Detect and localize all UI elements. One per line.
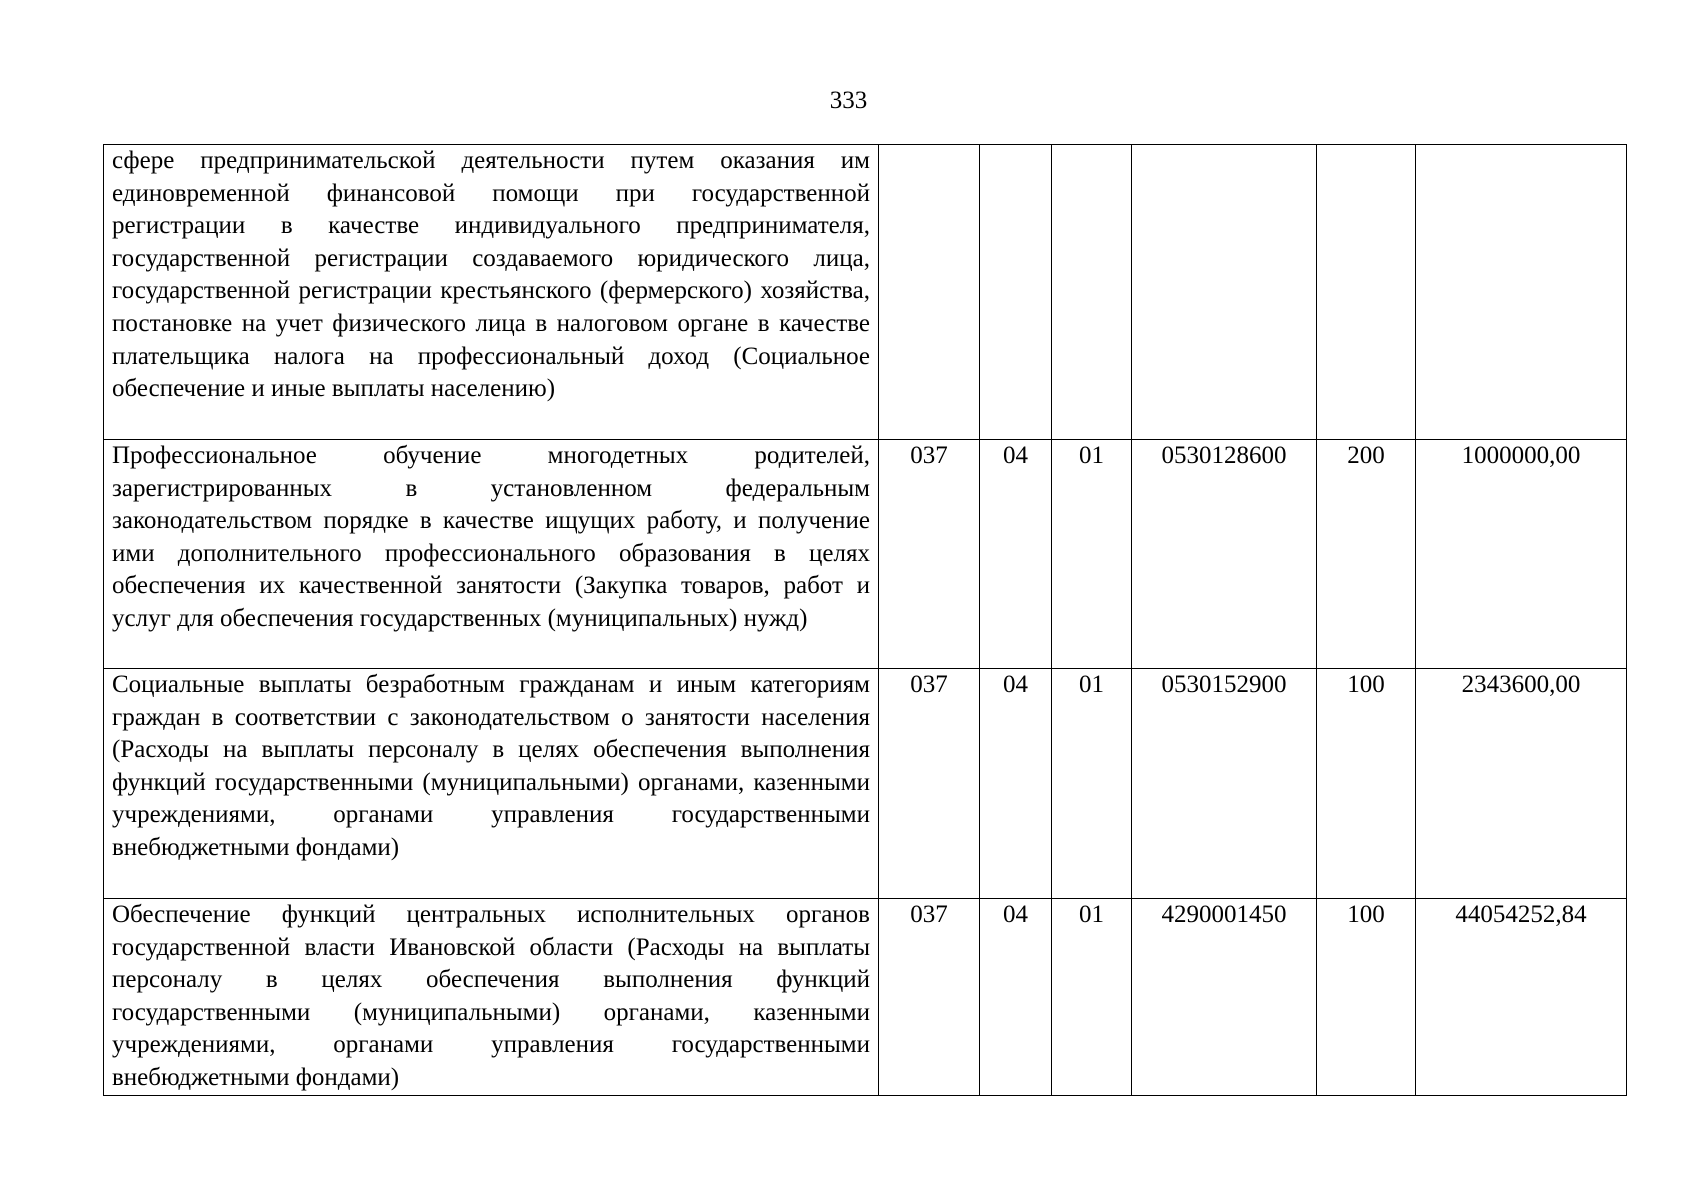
amount-cell: [1416, 145, 1627, 440]
subsection-code-cell: 01: [1052, 669, 1132, 899]
target-article-code-cell: 0530152900: [1132, 669, 1317, 899]
section-code-cell: [980, 145, 1052, 440]
table-row: [104, 899, 1627, 1096]
expense-type-code-cell: 100: [1317, 669, 1416, 899]
table-row: [104, 669, 1627, 899]
ministry-code-cell: 037: [879, 669, 980, 899]
subsection-code-cell: 01: [1052, 440, 1132, 669]
subsection-code-cell: 01: [1052, 899, 1132, 1096]
row-description: сфере предпринимательской деятельности путем оказания им единовременной финансовой помощи при государственной регистрации в качестве индивидуального предпринимателя, государственной регистрации создаваемого юридического лица, государственной регистрации крестьянского (фермерского) хозяйства, постановке на учет физического лица в налоговом органе в качестве плательщика налога на профессиональный доход (Социальное обеспечение и иные выплаты населению): [104, 145, 879, 440]
amount-cell: 2343600,00: [1416, 669, 1627, 899]
section-code-cell: 04: [980, 899, 1052, 1096]
ministry-code-cell: [879, 145, 980, 440]
row-description: Обеспечение функций центральных исполнительных органов государственной власти Ивановской области (Расходы на выплаты персоналу в целях обеспечения выполнения функций государственными (муниципальными) органами, казенными учреждениями, органами управления государственными внебюджетными фондами): [104, 899, 879, 1096]
page-number: 333: [829, 87, 868, 114]
target-article-code-cell: [1132, 145, 1317, 440]
row-description: Профессиональное обучение многодетных родителей, зарегистрированных в установленном федеральным законодательством порядке в качестве ищущих работу, и получение ими дополнительного профессионального образования в целях обеспечения их качественной занятости (Закупка товаров, работ и услуг для обеспечения государственных (муниципальных) нужд): [104, 440, 879, 669]
expense-type-code-cell: 100: [1317, 899, 1416, 1096]
row-description: Социальные выплаты безработным гражданам и иным категориям граждан в соответствии с законодательством о занятости населения (Расходы на выплаты персоналу в целях обеспечения выполнения функций государственными (муниципальными) органами, казенными учреждениями, органами управления государственными внебюджетными фондами): [104, 669, 879, 899]
subsection-code-cell: [1052, 145, 1132, 440]
expense-type-code-cell: 200: [1317, 440, 1416, 669]
ministry-code-cell: 037: [879, 899, 980, 1096]
section-code-cell: 04: [980, 440, 1052, 669]
target-article-code-cell: 0530128600: [1132, 440, 1317, 669]
table-row: [104, 145, 1627, 440]
ministry-code-cell: 037: [879, 440, 980, 669]
section-code-cell: 04: [980, 669, 1052, 899]
expense-type-code-cell: [1317, 145, 1416, 440]
budget-table: [103, 144, 1627, 1096]
target-article-code-cell: 4290001450: [1132, 899, 1317, 1096]
table-row: [104, 440, 1627, 669]
amount-cell: 1000000,00: [1416, 440, 1627, 669]
amount-cell: 44054252,84: [1416, 899, 1627, 1096]
